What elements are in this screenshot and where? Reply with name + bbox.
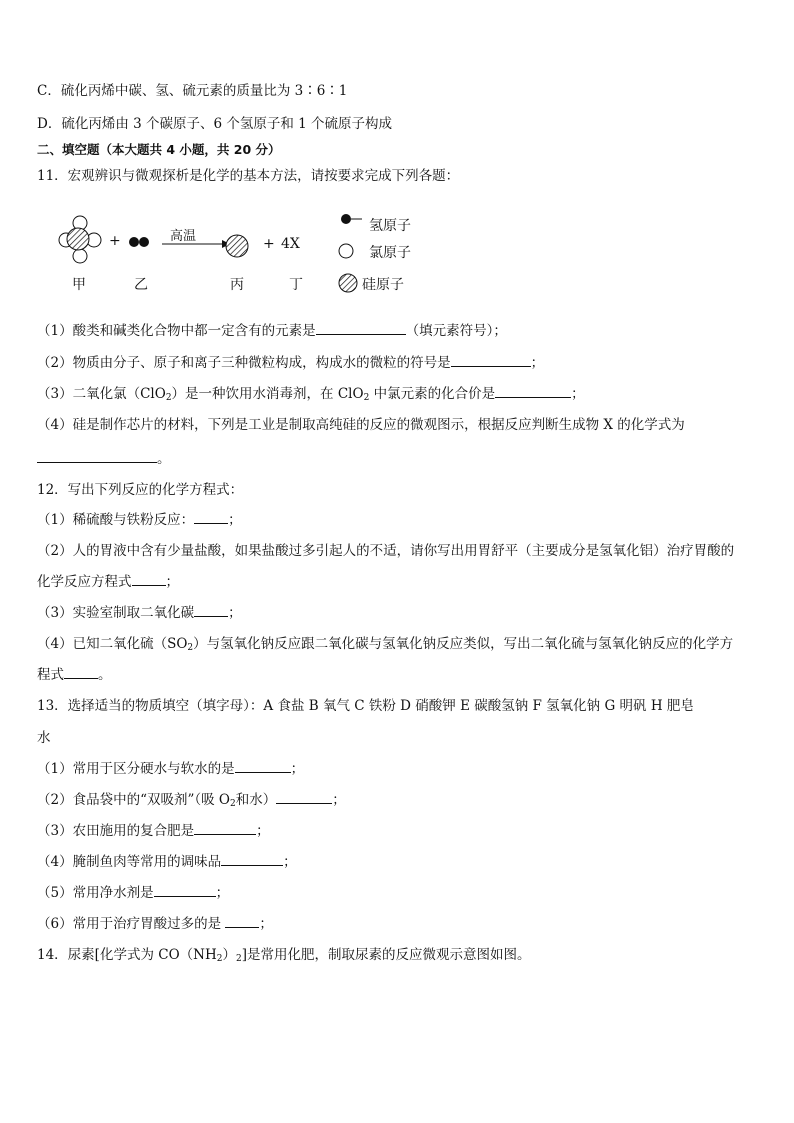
answer-blank[interactable] <box>154 884 216 897</box>
q14-stem: 14．尿素[化学式为 $CO(NH_2)_2$]是常用化肥，制取尿素的反应微观示意图如图。 <box>37 947 531 964</box>
q13-part1: （1）常用于区分硬水与软水的是 ； <box>37 761 305 777</box>
label-ding: 丁 <box>289 277 303 293</box>
label-jia: 甲 <box>72 277 86 293</box>
q13-part5: （5）常用净水剂是 ； <box>37 885 230 901</box>
section-heading: 二、填空题（本大题共 4 小题，共 20 分） <box>37 142 281 157</box>
legend-symbols <box>339 214 362 292</box>
answer-blank[interactable] <box>194 604 228 617</box>
plus-sign: + <box>109 233 121 249</box>
q12-part3: （3）实验室制取二氧化碳 ； <box>37 605 242 621</box>
answer-blank[interactable] <box>64 666 98 679</box>
plus-sign-2: + <box>263 236 275 252</box>
q13-part3: （3）农田施用的复合肥是 ； <box>37 823 270 839</box>
q13-stem: 13．选择适当的物质填空（填字母）：A 食盐 B 氧气 C 铁粉 D 硝酸钾 E 碳酸氢钠 F 氢氧化钠 G 明矾 H 肥皂 <box>37 698 694 714</box>
answer-blank[interactable] <box>194 511 228 524</box>
molecule-yi <box>129 237 149 247</box>
answer-blank[interactable] <box>225 915 259 928</box>
condition-label: 高温 <box>170 229 197 244</box>
label-yi: 乙 <box>134 277 148 293</box>
q11-stem: 11．宏观辨识与微观探析是化学的基本方法，请按要求完成下列各题： <box>37 168 460 184</box>
q13-part6: （6）常用于治疗胃酸过多的是 ； <box>37 916 273 932</box>
answer-blank[interactable] <box>451 354 531 367</box>
product-x: 4X <box>281 236 300 252</box>
answer-blank[interactable] <box>221 853 283 866</box>
q12-part2: （2）人的胃液中含有少量盐酸，如果盐酸过多引起人的不适，请你写出用胃舒平（主要成分是氢氧化铝）治疗胃酸的 <box>37 543 735 559</box>
option-d: D．硫化丙烯由 3 个碳原子、6 个氢原子和 1 个硫原子构成 <box>37 116 393 132</box>
legend-chlorine: 氯原子 <box>369 245 411 261</box>
answer-blank[interactable] <box>194 822 256 835</box>
molecule-bing <box>226 235 248 257</box>
q12-part1: （1）稀硫酸与铁粉反应： ； <box>37 512 242 528</box>
legend-silicon: 硅原子 <box>362 277 404 293</box>
q12-stem: 12．写出下列反应的化学方程式： <box>37 482 244 498</box>
q12-part4: （4）已知二氧化硫$(SO_2)$与氢氧化钠反应跟二氧化碳与氢氧化钠反应类似，写出二氧化硫与氢氧化钠反应的化学方 <box>37 636 734 653</box>
answer-blank[interactable] <box>235 760 291 773</box>
reaction-diagram <box>50 208 450 298</box>
q11-part4: （4）硅是制作芯片的材料，下列是工业是制取高纯硅的反应的微观图示，根据反应判断生成物 X 的化学式为 <box>37 417 685 433</box>
q13-part2: （2）食品袋中的“双吸剂”（吸 $O_2$和水） ； <box>37 792 346 809</box>
legend-hydrogen: 氢原子 <box>369 218 411 234</box>
answer-blank[interactable] <box>132 573 166 586</box>
answer-blank[interactable] <box>37 450 157 463</box>
q11-part1: （1）酸类和碱类化合物中都一定含有的元素是 （填元素符号）； <box>37 323 507 339</box>
q12-part2-cont: 化学反应方程式 ； <box>37 574 179 590</box>
option-c: C．硫化丙烯中碳、氢、硫元素的质量比为 3∶6∶1 <box>37 83 348 99</box>
answer-blank[interactable] <box>495 385 571 398</box>
answer-blank[interactable] <box>276 791 332 804</box>
q11-part3: （3）二氧化氯（ClO$_2$）是一种饮用水消毒剂，在 ClO$_2$ 中氯元素的化合价是 ； <box>37 386 585 403</box>
q13-part4: （4）腌制鱼肉等常用的调味品 ； <box>37 854 297 870</box>
answer-blank[interactable] <box>316 322 406 335</box>
q11-part4-blank-line: 。 <box>37 450 171 468</box>
label-bing: 丙 <box>230 277 244 293</box>
q11-part2: （2）物质由分子、原子和离子三种微粒构成，构成水的微粒的符号是 ； <box>37 355 545 371</box>
q12-part4-cont: 程式 。 <box>37 667 112 683</box>
molecule-jia <box>59 216 101 263</box>
q13-stem-cont: 水 <box>37 730 51 746</box>
